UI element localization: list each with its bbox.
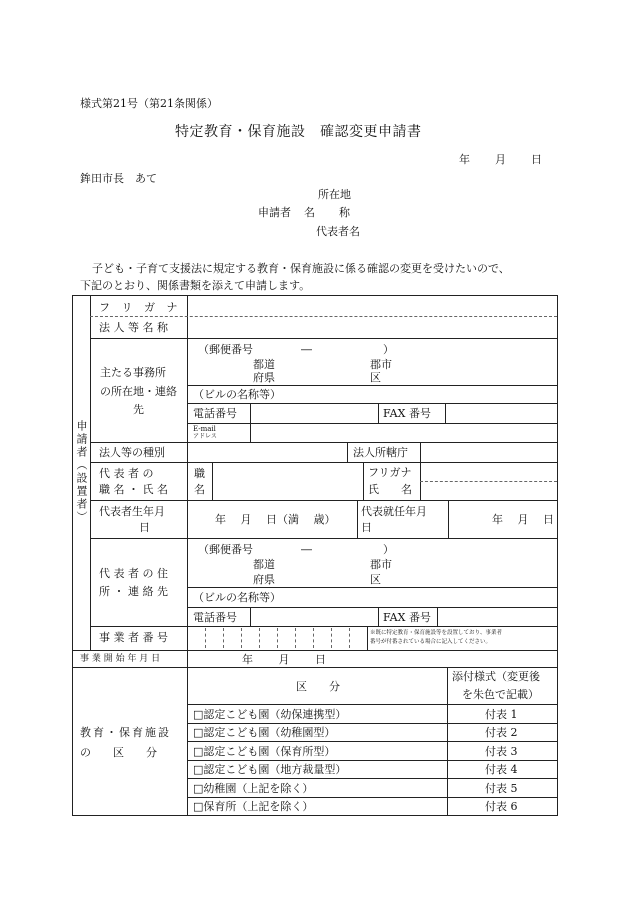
representative-label: 代表者名 [316,225,360,238]
start-date-label: 事 業 開 始 年 月 日 [80,654,161,664]
rep-phone-label: 電話番号 [193,611,237,624]
rep-furigana-label: フリガナ [368,466,412,479]
start-date-value[interactable]: 年 月 日 [242,653,326,666]
rep-furigana-field[interactable] [421,463,557,481]
date-year: 年 [459,153,470,166]
office-postal-label: （郵便番号 [198,343,253,356]
email-label-2: アドレス [193,433,217,440]
office-label-3: 先 [133,403,144,416]
applicant-name-label-1: 名 [304,206,315,219]
attachment-label: 付表 5 [485,782,518,795]
rep-fax-label: FAX 番号 [383,611,431,624]
rep-start-label-1: 代表就任年月 [361,505,427,518]
form-number: 様式第21号（第21条関係） [80,97,218,110]
rep-ku: 区 [370,573,381,586]
rep-title-label-1: 代 表 者 の [99,467,154,480]
office-fax-label: FAX 番号 [383,407,431,420]
attachment-label: 付表 4 [485,763,518,776]
office-postal-close: ） [383,343,394,356]
office-todo: 都道 [253,358,275,371]
attachment-label: 付表 1 [485,708,518,721]
corp-authority-field[interactable] [421,443,557,462]
rep-birth-label-2: 日 [139,521,150,534]
furigana-field[interactable] [188,296,557,316]
rep-phone-field[interactable] [251,608,377,626]
email-field[interactable] [251,424,557,442]
date-day: 日 [531,153,542,166]
rep-mei: 名 [194,483,205,496]
rep-postal-label: （郵便番号 [198,543,253,556]
rep-shoku: 職 [194,467,205,480]
rep-birth-label-1: 代表者生年月 [99,505,165,518]
business-number-field[interactable] [188,627,367,650]
corp-name-label: 法 人 等 名 称 [99,321,168,334]
corp-authority-label: 法人所轄庁 [353,446,408,459]
office-fuken: 府県 [253,371,275,384]
rep-start-value[interactable]: 年 月 日 [492,513,554,526]
category-option[interactable]: □認定こども園（地方裁量型） [193,763,347,776]
category-option[interactable]: □認定こども園（幼保連携型） [193,708,347,721]
category-option[interactable]: □認定こども園（保育所型） [193,745,336,758]
corp-name-field[interactable] [188,317,557,338]
rep-start-label-2: 日 [361,521,372,534]
rep-title-field[interactable] [213,463,363,500]
attachment-label: 付表 6 [485,800,518,813]
rep-fuken: 府県 [253,573,275,586]
attachment-column-header-2: を朱色で記載） [462,688,539,701]
email-label-1: E-mail [193,425,216,433]
office-gunshi: 郡市 [370,358,392,371]
rep-title-label-2: 職 名 ・ 氏 名 [99,483,168,496]
office-label-1: 主たる事務所 [100,366,166,379]
page-title: 特定教育・保育施設 確認変更申請書 [175,124,422,140]
business-number-label: 事 業 者 番 号 [99,631,168,644]
addressee: 鉾田市長 あて [80,172,157,185]
category-option[interactable]: □認定こども園（幼稚園型） [193,726,336,739]
corp-type-label: 法人等の種別 [99,446,165,459]
office-fax-field[interactable] [446,404,557,423]
rep-postal-dash: ― [301,543,312,556]
office-label-2: の所在地・連絡 [100,385,177,398]
rep-building: （ビルの名称等） [193,591,281,604]
category-option[interactable]: □保育所（上記を除く） [193,800,314,813]
rep-shimei-label: 氏 名 [368,483,412,496]
rep-postal-close: ） [383,543,394,556]
office-ku: 区 [370,371,381,384]
business-number-note-1: ※既に特定教育・保育施設等を設置しており、事業者 [370,630,503,636]
attachment-column-header-1: 添付様式（変更後 [452,670,540,683]
office-building: （ビルの名称等） [193,388,281,401]
applicant-name-label-2: 称 [339,206,350,219]
office-phone-field[interactable] [251,404,377,423]
applicant-label: 申請者 [258,206,291,219]
office-phone-label: 電話番号 [193,407,237,420]
rep-todo: 都道 [253,558,275,571]
attachment-label: 付表 3 [485,745,518,758]
rep-name-field[interactable] [421,482,557,500]
corp-type-field[interactable] [188,443,347,462]
attachment-label: 付表 2 [485,726,518,739]
rep-addr-label-1: 代 表 者 の 住 [99,567,168,580]
furigana-label: フ リ ガ ナ [99,301,182,314]
classification-side-label-2: の 区 分 [80,746,157,759]
applicant-location-label: 所在地 [318,188,351,201]
date-month: 月 [495,153,506,166]
rep-addr-label-2: 所 ・ 連 絡 先 [99,585,168,598]
intro-text-2: 下記のとおり、関係書類を添えて申請します。 [80,279,311,292]
rep-gunshi: 郡市 [370,558,392,571]
category-option[interactable]: □幼稚園（上記を除く） [193,782,314,795]
classification-side-label-1: 教育・保育施設 [80,726,171,739]
office-postal-dash: ― [301,343,312,356]
applicant-side-label: 申請者（設置者） [75,420,88,524]
rep-fax-field[interactable] [438,608,557,626]
intro-text-1: 子ども・子育て支援法に規定する教育・保育施設に係る確認の変更を受けたいので、 [92,262,510,275]
rep-birth-value[interactable]: 年 月 日（満 歳） [215,513,336,526]
category-column-header: 区 分 [296,680,340,693]
business-number-note-2: 番号が付番されている場合に記入してください。 [370,639,492,645]
